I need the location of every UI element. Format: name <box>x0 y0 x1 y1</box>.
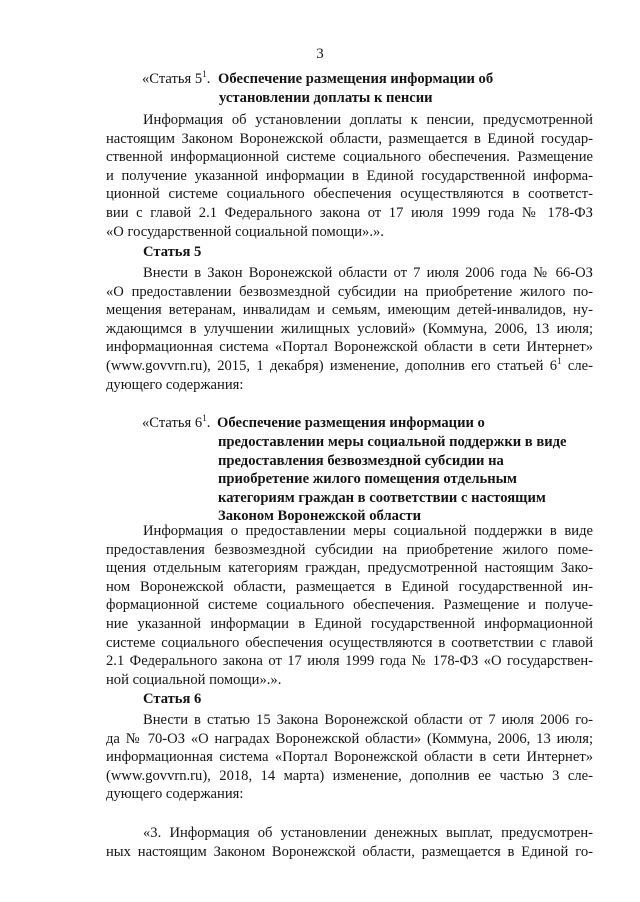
heading-article-6-1 <box>142 414 485 433</box>
heading-title-line: категориям граждан в соответствии с настоящим <box>218 489 546 506</box>
heading-title-line: Законом Воронежской области <box>218 508 421 525</box>
text-line: предоставления безвозмездной субсидии на приобретение жилого поме- <box>106 541 593 558</box>
text-line: да № 70-ОЗ «О наградах Воронежской области» (Коммуна, 2006, 13 июля; <box>106 730 593 747</box>
paragraph-article-6 <box>106 711 593 804</box>
text-line: Информация о предоставлении меры социальной поддержки в виде <box>143 523 593 539</box>
text-line: информационная система «Портал Воронежской области в сети Интернет» <box>106 339 593 356</box>
article-6-title: Статья 6 <box>143 691 202 707</box>
heading-superscript: 1 <box>202 69 207 80</box>
text-segment: сле- <box>561 357 593 374</box>
text-line: системе социального обеспечения осуществляются в соответствии с главой <box>106 634 593 651</box>
text-line: Внести в статью 15 Закона Воронежской области от 7 июля 2006 го- <box>143 712 593 728</box>
text-line: «О государственной социальной помощи».». <box>106 223 384 240</box>
text-line: формационной системе социального обеспечения. Размещение и получе- <box>106 597 593 614</box>
text-line: ционной системе социального обеспечения осуществляются в соответст- <box>106 186 593 203</box>
superscript: 1 <box>557 356 562 367</box>
text-line: ных настоящим Законом Воронежской области, размещается в Единой го- <box>106 843 593 860</box>
text-line: Информация об установлении доплаты к пенсии, предусмотренной <box>143 112 593 128</box>
paragraph-6-1 <box>106 522 593 689</box>
heading-title-line: установлении доплаты к пенсии <box>219 90 433 106</box>
heading-superscript: 1 <box>202 413 207 424</box>
paragraph-article-5 <box>106 264 593 394</box>
heading-title-line: Обеспечение размещения информации об <box>218 71 494 87</box>
text-line: щения отдельным категориям граждан, предусмотренной настоящим Зако- <box>106 560 593 577</box>
text-line: ной социальной помощи».». <box>106 671 282 688</box>
text-line: и получение указанной информации в Единой государственной информа- <box>106 167 593 184</box>
paragraph-part-3 <box>106 824 593 861</box>
heading-dot: . <box>206 415 211 431</box>
text-segment: (www.govvrn.ru), 2015, 1 декабря) изменение, дополнив его статьей 6 <box>106 357 558 374</box>
text-line: 2.1 Федерального закона от 17 июля 1999 года № 178-ФЗ «О государствен- <box>106 653 593 670</box>
heading-title-block <box>218 433 566 526</box>
text-line: информационная система «Портал Воронежской области в сети Интернет» <box>106 749 593 766</box>
text-line: ственной информационной системе социального обеспечения. Размещение <box>106 149 593 166</box>
heading-title-line: предоставления безвозмездной субсидии на <box>218 452 504 469</box>
text-line: дующего содержания: <box>106 786 244 803</box>
text-line: ние указанной информации в Единой государственной информационной <box>106 615 593 632</box>
heading-prefix: «Статья 5 <box>142 71 203 87</box>
text-line: настоящим Законом Воронежской области, размещается в Единой государ- <box>106 130 593 147</box>
text-line: вии с главой 2.1 Федерального закона от 17 июля 1999 года № 178-ФЗ <box>106 204 593 221</box>
text-line: ном Воронежской области, размещается в Единой государственной ин- <box>106 578 593 595</box>
heading-title-line: Обеспечение размещения информации о <box>217 415 485 431</box>
heading-dot: . <box>206 71 211 87</box>
text-line: мещения ветеранам, инвалидам и семьям, имеющим детей-инвалидов, ну- <box>106 302 593 319</box>
heading-prefix: «Статья 6 <box>142 415 203 431</box>
paragraph-5-1 <box>106 111 593 241</box>
text-line <box>106 357 593 376</box>
heading-title-line: приобретение жилого помещения отдельным <box>218 471 517 488</box>
text-line: (www.govvrn.ru), 2018, 14 марта) изменение, дополнив ее частью 3 сле- <box>106 767 593 784</box>
text-line: «3. Информация об установлении денежных выплат, предусмотрен- <box>143 825 593 841</box>
heading-title-line: предоставлении меры социальной поддержки в виде <box>218 434 567 450</box>
text-line: «О предоставлении безвозмездной субсидии на приобретение жилого по- <box>106 283 593 300</box>
heading-article-5-1 <box>142 70 493 89</box>
page-number: 3 <box>316 46 324 62</box>
text-line: ждающимся в улучшении жилищных условий» (Коммуна, 2006, 13 июля; <box>106 320 593 337</box>
text-line: Внести в Закон Воронежской области от 7 июля 2006 года № 66-ОЗ <box>143 265 593 281</box>
text-line: дующего содержания: <box>106 376 244 393</box>
article-5-title: Статья 5 <box>143 244 202 260</box>
